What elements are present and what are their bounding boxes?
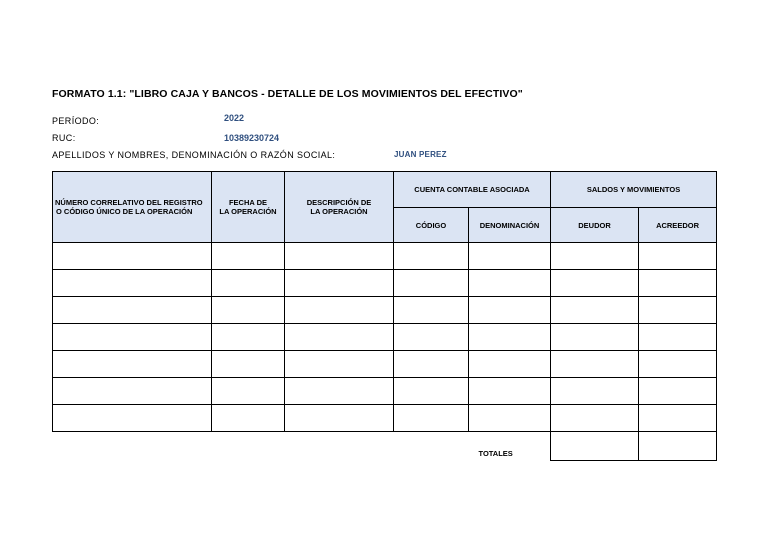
cell-denominacion[interactable] — [469, 405, 551, 432]
document-title: FORMATO 1.1: "LIBRO CAJA Y BANCOS - DETALLE DE LOS MOVIMIENTOS DEL EFECTIVO" — [52, 88, 523, 100]
cell-descripcion[interactable] — [285, 297, 394, 324]
cell-numero[interactable] — [53, 378, 212, 405]
table-row — [53, 378, 717, 405]
totals-spacer — [53, 432, 469, 461]
totals-row — [53, 432, 717, 461]
header-fecha-line1: FECHA DE — [228, 198, 268, 207]
cell-denominacion[interactable] — [469, 297, 551, 324]
cell-codigo[interactable] — [394, 378, 469, 405]
cell-acreedor[interactable] — [639, 270, 717, 297]
cell-descripcion[interactable] — [285, 243, 394, 270]
cell-deudor[interactable] — [551, 297, 639, 324]
ruc-label: RUC: — [52, 133, 76, 143]
cell-acreedor[interactable] — [639, 243, 717, 270]
periodo-label: PERÍODO: — [52, 116, 100, 126]
cell-fecha[interactable] — [212, 270, 285, 297]
cell-deudor[interactable] — [551, 243, 639, 270]
cell-deudor[interactable] — [551, 270, 639, 297]
table-row — [53, 351, 717, 378]
table-row — [53, 297, 717, 324]
cell-fecha[interactable] — [212, 297, 285, 324]
cell-codigo[interactable] — [394, 351, 469, 378]
cell-fecha[interactable] — [212, 405, 285, 432]
header-row-1 — [53, 172, 717, 208]
total-acreedor-cell[interactable] — [639, 432, 717, 461]
cell-fecha[interactable] — [212, 351, 285, 378]
header-cuenta-contable: CUENTA CONTABLE ASOCIADA — [394, 172, 551, 208]
header-denominacion: DENOMINACIÓN — [469, 208, 551, 243]
ruc-value: 10389230724 — [224, 133, 280, 143]
cell-descripcion[interactable] — [285, 378, 394, 405]
cell-denominacion[interactable] — [469, 351, 551, 378]
table-row — [53, 270, 717, 297]
cell-numero[interactable] — [53, 243, 212, 270]
cell-codigo[interactable] — [394, 324, 469, 351]
cell-numero[interactable] — [53, 405, 212, 432]
cell-acreedor[interactable] — [639, 324, 717, 351]
header-numero-correlativo — [53, 172, 212, 243]
cell-fecha[interactable] — [212, 243, 285, 270]
cell-fecha[interactable] — [212, 324, 285, 351]
cell-descripcion[interactable] — [285, 270, 394, 297]
cell-denominacion[interactable] — [469, 243, 551, 270]
table-row — [53, 405, 717, 432]
table-row — [53, 243, 717, 270]
header-descripcion-line2: LA OPERACIÓN — [310, 207, 368, 216]
cell-codigo[interactable] — [394, 297, 469, 324]
cell-codigo[interactable] — [394, 243, 469, 270]
cell-denominacion[interactable] — [469, 270, 551, 297]
cell-deudor[interactable] — [551, 405, 639, 432]
cell-deudor[interactable] — [551, 351, 639, 378]
cell-acreedor[interactable] — [639, 378, 717, 405]
header-saldos-movimientos: SALDOS Y MOVIMIENTOS — [551, 172, 717, 208]
cell-deudor[interactable] — [551, 378, 639, 405]
nombre-value: JUAN PEREZ — [394, 150, 447, 159]
header-fecha — [212, 172, 285, 243]
header-descripcion-line1: DESCRIPCIÓN DE — [306, 198, 372, 207]
cell-numero[interactable] — [53, 324, 212, 351]
cell-denominacion[interactable] — [469, 378, 551, 405]
cell-numero[interactable] — [53, 270, 212, 297]
periodo-value: 2022 — [224, 113, 245, 123]
cell-descripcion[interactable] — [285, 351, 394, 378]
header-codigo: CÓDIGO — [394, 208, 469, 243]
cell-descripcion[interactable] — [285, 405, 394, 432]
totales-label: TOTALES — [478, 449, 513, 458]
header-numero-line1: NÚMERO CORRELATIVO DEL REGISTRO — [55, 198, 203, 207]
nombre-label: APELLIDOS Y NOMBRES, DENOMINACIÓN O RAZÓN SOCIAL: — [52, 150, 336, 160]
cell-acreedor[interactable] — [639, 297, 717, 324]
cell-acreedor[interactable] — [639, 405, 717, 432]
header-fecha-line2: LA OPERACIÓN — [219, 207, 277, 216]
cell-acreedor[interactable] — [639, 351, 717, 378]
table-row — [53, 324, 717, 351]
header-descripcion — [285, 172, 394, 243]
cell-numero[interactable] — [53, 297, 212, 324]
cell-numero[interactable] — [53, 351, 212, 378]
ledger-table — [52, 171, 717, 461]
header-acreedor: ACREEDOR — [639, 208, 717, 243]
header-numero-line2: O CÓDIGO ÚNICO DE LA OPERACIÓN — [56, 207, 193, 216]
cell-denominacion[interactable] — [469, 324, 551, 351]
cell-fecha[interactable] — [212, 378, 285, 405]
cell-codigo[interactable] — [394, 405, 469, 432]
total-deudor-cell[interactable] — [551, 432, 639, 461]
cell-codigo[interactable] — [394, 270, 469, 297]
cell-deudor[interactable] — [551, 324, 639, 351]
cell-descripcion[interactable] — [285, 324, 394, 351]
header-deudor: DEUDOR — [551, 208, 639, 243]
